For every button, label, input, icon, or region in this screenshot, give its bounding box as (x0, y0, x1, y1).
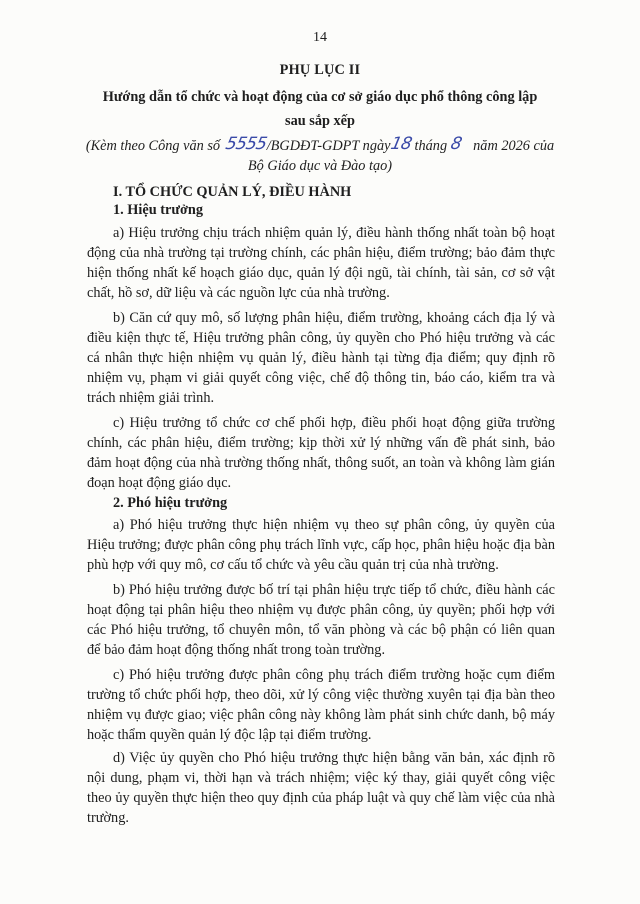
month-label: tháng (414, 138, 448, 154)
subsection-heading-vice-principal: 2. Phó hiệu trưởng (113, 495, 228, 511)
attachment-note (0, 136, 640, 176)
appendix-subtitle-line-2: sau sắp xếp (285, 113, 355, 129)
document-body (87, 200, 555, 828)
document-code: /BGDĐT-GDPT ngày (266, 138, 391, 154)
paragraph: b) Căn cứ quy mô, số lượng phân hiệu, điểm trường, khoảng cách địa lý và điều kiện thực tế, Hiệu trưởng phân công, ủy quyền cho Phó hiệu trưởng và các cá nhân thực hiện nhiệm vụ quản lý, điều hành tại từng địa điểm; quy định rõ nhiệm vụ, phạm vi giải quyết công việc, chế độ thông tin, báo cáo, kiểm tra và trách nhiệm giải trình. (87, 310, 555, 406)
paragraph: c) Phó hiệu trưởng được phân công phụ trách điểm trường hoặc cụm điểm trường tổ chức phối hợp, theo dõi, xử lý công việc thường xuyên tại địa bàn theo nhiệm vụ được giao; việc phân công này không làm phát sinh chức danh, bộ máy hoặc thẩm quyền quản lý độc lập tại điểm trường. (87, 667, 555, 743)
attachment-note-line-1 (0, 136, 640, 156)
appendix-title: PHỤ LỤC II (279, 62, 361, 78)
attachment-issuer: Bộ Giáo dục và Đào tạo) (247, 158, 393, 174)
paragraph: b) Phó hiệu trưởng được bố trí tại phân hiệu trực tiếp tổ chức, điều hành các hoạt động tại phân hiệu theo nhiệm vụ được phân công, ủy quyền; phối hợp với các Phó hiệu trưởng, tổ chuyên môn, tổ văn phòng và các bộ phận có liên quan để bảo đảm hoạt động thống nhất trong toàn trường. (87, 582, 555, 658)
page-number: 14 (313, 30, 327, 45)
subsection-heading-principal: 1. Hiệu trưởng (113, 202, 203, 218)
handwritten-day: 18 (389, 134, 414, 154)
paragraph: d) Việc ủy quyền cho Phó hiệu trưởng thực hiện bằng văn bản, xác định rõ nội dung, phạm vi, thời hạn và trách nhiệm; việc ký thay, giải quyết công việc theo ủy quyền thực hiện theo quy định của pháp luật và quy chế làm việc của nhà trường. (87, 750, 555, 826)
paragraph: c) Hiệu trưởng tổ chức cơ chế phối hợp, điều phối hoạt động giữa trường chính, các phân hiệu, điểm trường; kịp thời xử lý những vấn đề phát sinh, bảo đảm hoạt động của nhà trường thống nhất, thông suốt, an toàn và không làm gián đoạn hoạt động giáo dục. (87, 415, 555, 491)
attachment-prefix: (Kèm theo Công văn số (85, 138, 221, 154)
appendix-subtitle (0, 85, 640, 133)
handwritten-document-number: 5555 (223, 134, 268, 154)
paragraph: a) Hiệu trưởng chịu trách nhiệm quản lý, điều hành thống nhất toàn bộ hoạt động của nhà trường tại trường chính, các phân hiệu, điểm trường; bảo đảm thực hiện thống nhất kế hoạch giáo dục, quản lý đội ngũ, tài chính, tài sản, cơ sở vật chất, hồ sơ, dữ liệu và các nguồn lực của nhà trường. (87, 225, 555, 301)
paragraph: a) Phó hiệu trưởng thực hiện nhiệm vụ theo sự phân công, ủy quyền của Hiệu trưởng; được phân công phụ trách lĩnh vực, cấp học, phân hiệu hoặc địa bàn phù hợp với quy mô, cơ cấu tổ chức và yêu cầu quản trị của nhà trường. (87, 517, 555, 573)
appendix-subtitle-line-1: Hướng dẫn tổ chức và hoạt động của cơ sở giáo dục phổ thông công lập (102, 89, 538, 105)
section-heading: I. TỔ CHỨC QUẢN LÝ, ĐIỀU HÀNH (113, 184, 352, 200)
year-text: năm 2026 của (473, 138, 555, 154)
handwritten-month: 8 (448, 134, 464, 154)
